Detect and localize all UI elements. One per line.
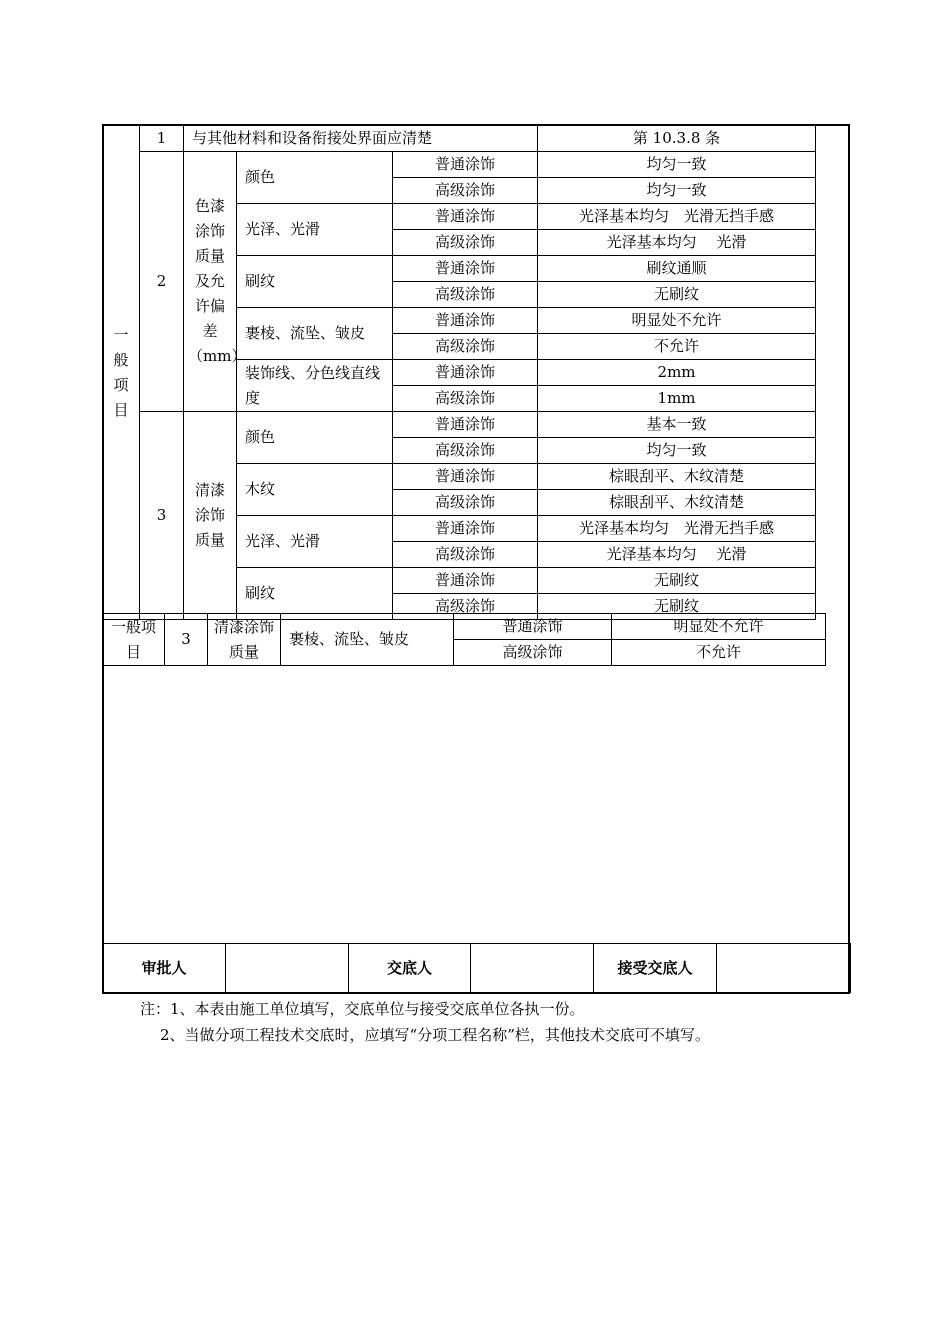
check-item: 裹棱、流坠、皱皮 (237, 308, 393, 360)
value-cell: 均匀一致 (538, 178, 816, 204)
check-item: 装饰线、分色线直线度 (237, 360, 393, 412)
value-cell: 刷纹通顺 (538, 256, 816, 282)
level-cell: 普通涂饰 (393, 360, 538, 386)
level-cell: 高级涂饰 (393, 594, 538, 620)
level-cell: 普通涂饰 (393, 568, 538, 594)
value-cell: 明显处不允许 (612, 614, 826, 640)
level-cell: 高级涂饰 (393, 282, 538, 308)
approver-signature-field[interactable] (226, 944, 349, 994)
level-cell: 高级涂饰 (393, 230, 538, 256)
level-cell: 普通涂饰 (393, 516, 538, 542)
value-cell: 不允许 (612, 640, 826, 666)
item-number: 3 (165, 614, 208, 666)
check-item: 颜色 (237, 412, 393, 464)
level-cell: 普通涂饰 (393, 256, 538, 282)
value-cell: 1mm (538, 386, 816, 412)
value-cell: 无刷纹 (538, 282, 816, 308)
value-cell: 基本一致 (538, 412, 816, 438)
supplement-table (102, 613, 826, 666)
note-line: 注：1、本表由施工单位填写，交底单位与接受交底单位各执一份。 (140, 1000, 585, 1018)
level-cell: 高级涂饰 (393, 178, 538, 204)
group-label: 清漆涂饰质量 (184, 412, 237, 620)
value-cell: 光泽基本均匀 光滑 (538, 542, 816, 568)
level-cell: 高级涂饰 (393, 438, 538, 464)
level-cell: 高级涂饰 (393, 386, 538, 412)
section-label: 一般项目 (103, 126, 140, 620)
value-cell: 2mm (538, 360, 816, 386)
group-label: 清漆涂饰质量 (208, 614, 281, 666)
value-cell: 明显处不允许 (538, 308, 816, 334)
level-cell: 普通涂饰 (454, 614, 612, 640)
check-item: 颜色 (237, 152, 393, 204)
level-cell: 普通涂饰 (393, 204, 538, 230)
group-number: 2 (140, 152, 184, 412)
value-cell: 光泽基本均匀 光滑 (538, 230, 816, 256)
check-item: 光泽、光滑 (237, 204, 393, 256)
group-number: 3 (140, 412, 184, 620)
presenter-label: 交底人 (349, 944, 471, 994)
check-item: 光泽、光滑 (237, 516, 393, 568)
value-cell: 均匀一致 (538, 438, 816, 464)
check-item: 木纹 (237, 464, 393, 516)
item-number: 1 (140, 126, 184, 152)
value-cell: 无刷纹 (538, 594, 816, 620)
receiver-label: 接受交底人 (594, 944, 717, 994)
group-label: 色漆涂饰质量及允许偏差（mm） (184, 152, 237, 412)
note-line: 2、当做分项工程技术交底时，应填写“分项工程名称”栏，其他技术交底可不填写。 (160, 1026, 710, 1044)
section-label: 一般项目 (103, 614, 165, 666)
footnotes (140, 996, 710, 1048)
item-text: 与其他材料和设备衔接处界面应清楚 (184, 126, 538, 152)
check-item: 刷纹 (237, 568, 393, 620)
level-cell: 高级涂饰 (393, 490, 538, 516)
value-cell: 不允许 (538, 334, 816, 360)
check-item: 刷纹 (237, 256, 393, 308)
presenter-signature-field[interactable] (471, 944, 594, 994)
quality-table (102, 125, 816, 620)
value-cell: 光泽基本均匀 光滑无挡手感 (538, 204, 816, 230)
value-cell: 光泽基本均匀 光滑无挡手感 (538, 516, 816, 542)
value-cell: 棕眼刮平、木纹清楚 (538, 490, 816, 516)
level-cell: 普通涂饰 (393, 464, 538, 490)
item-name: 裹棱、流坠、皱皮 (281, 614, 454, 666)
value-cell: 无刷纹 (538, 568, 816, 594)
level-cell: 高级涂饰 (454, 640, 612, 666)
signature-table (102, 943, 851, 993)
approver-label: 审批人 (103, 944, 226, 994)
receiver-signature-field[interactable] (717, 944, 851, 994)
level-cell: 高级涂饰 (393, 334, 538, 360)
item-value: 第 10.3.8 条 (538, 126, 816, 152)
level-cell: 普通涂饰 (393, 152, 538, 178)
level-cell: 普通涂饰 (393, 412, 538, 438)
level-cell: 普通涂饰 (393, 308, 538, 334)
value-cell: 棕眼刮平、木纹清楚 (538, 464, 816, 490)
value-cell: 均匀一致 (538, 152, 816, 178)
level-cell: 高级涂饰 (393, 542, 538, 568)
